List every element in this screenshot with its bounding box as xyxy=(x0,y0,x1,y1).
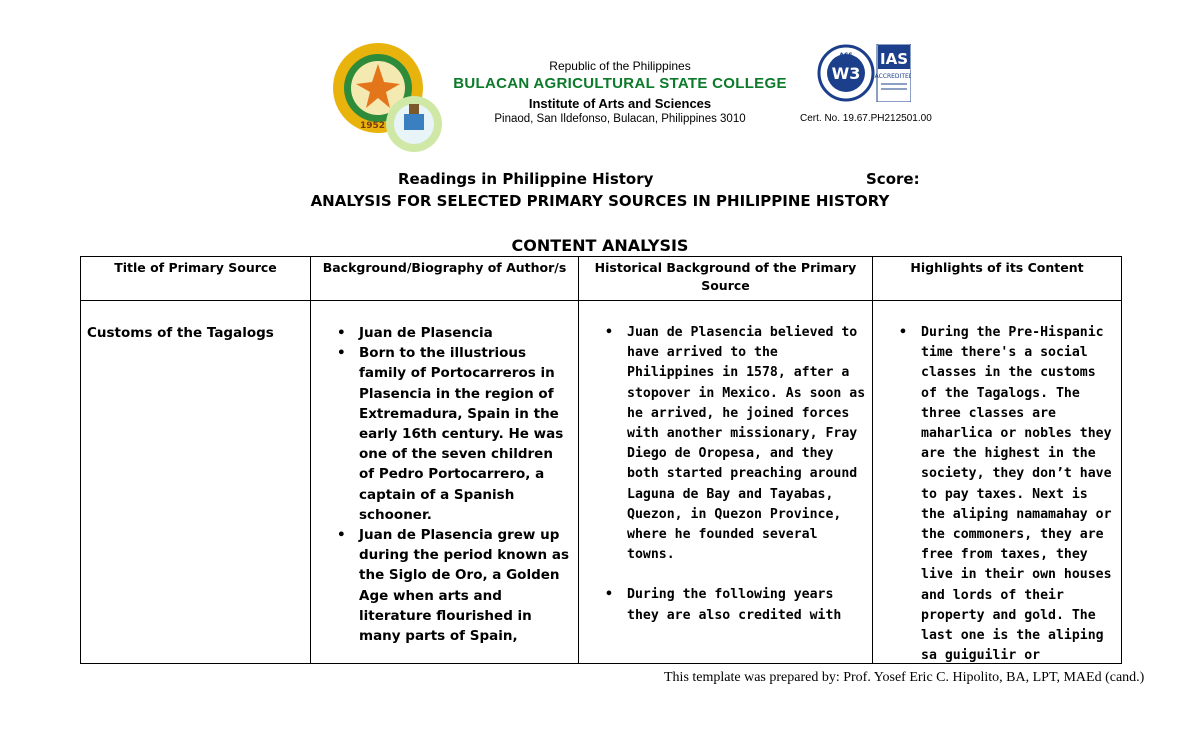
primary-source-title: Customs of the Tagalogs xyxy=(87,325,274,341)
header-title-of-primary-source: Title of Primary Source xyxy=(81,257,311,301)
svg-text:1952: 1952 xyxy=(360,121,386,131)
author-bullet: • Born to the illustrious family of Portocarreros in Plasencia in the region of Extremadura, Spain in the early 16th century. He was one of the seven children of Pedro Portocarrero, a captain of a Spanish schooner. xyxy=(359,343,572,525)
header-author-background: Background/Biography of Author/s xyxy=(311,257,579,301)
template-credit-footer: This template was prepared by: Prof. Yosef Eric C. Hipolito, BA, LPT, MAEd (cand.) xyxy=(664,670,1145,685)
author-bullet: • Juan de Plasencia xyxy=(359,323,572,343)
republic-line: Republic of the Philippines xyxy=(549,59,691,73)
svg-text:W3: W3 xyxy=(831,64,861,83)
cell-author-background xyxy=(311,301,579,664)
college-address: Pinaod, San Ildefonso, Bulacan, Philippines 3010 xyxy=(494,113,746,125)
cell-historical-background xyxy=(579,301,873,664)
institution-header xyxy=(420,59,820,127)
course-title: Readings in Philippine History xyxy=(398,170,654,188)
table-row xyxy=(81,301,1122,664)
svg-text:ACCREDITED: ACCREDITED xyxy=(874,73,911,80)
college-name: BULACAN AGRICULTURAL STATE COLLEGE xyxy=(453,75,787,92)
highlight-bullet: • During the Pre-Hispanic time there's a social classes in the customs of the Tagalogs. The three classes are maharlica or nobles they are the highest in the society, they don’t have to pay taxes. Next is the aliping namamahay or the commoners, they are free from taxes, they live in their own houses and lords of their property and gold. The last one is the aliping sa guiguilir or xyxy=(921,323,1115,663)
svg-text:ACS: ACS xyxy=(839,52,853,59)
table-header-row xyxy=(81,257,1122,301)
header-content-highlights: Highlights of its Content xyxy=(873,257,1122,301)
content-analysis-table xyxy=(80,256,1122,664)
header-historical-background: Historical Background of the Primary Source xyxy=(579,257,873,301)
cell-primary-source-title xyxy=(81,301,311,664)
analysis-title: ANALYSIS FOR SELECTED PRIMARY SOURCES IN PHILIPPINE HISTORY xyxy=(310,192,890,210)
cell-content-highlights xyxy=(873,301,1122,664)
author-bullet: • Juan de Plasencia grew up during the period known as the Siglo de Oro, a Golden Age when arts and literature flourished in many parts of Spain, xyxy=(359,525,572,646)
institute-name: Institute of Arts and Sciences xyxy=(528,96,712,111)
content-analysis-title: CONTENT ANALYSIS xyxy=(511,236,689,255)
history-bullet: • During the following years they are also credited with xyxy=(627,585,866,625)
score-label: Score: xyxy=(866,170,920,188)
svg-text:IAS: IAS xyxy=(880,50,908,68)
certificate-number: Cert. No. 19.67.PH212501.00 xyxy=(800,113,932,124)
bullet-spacer xyxy=(627,565,866,585)
history-bullet: • Juan de Plasencia believed to have arrived to the Philippines in 1578, after a stopover in Mexico. As soon as he arrived, he joined forces with another missionary, Fray Diego de Oropesa, and they both started preaching around Laguna de Bay and Tayabas, Quezon, in Quezon Province, where he founded several towns. xyxy=(627,323,866,565)
accreditation-logo xyxy=(817,44,911,102)
